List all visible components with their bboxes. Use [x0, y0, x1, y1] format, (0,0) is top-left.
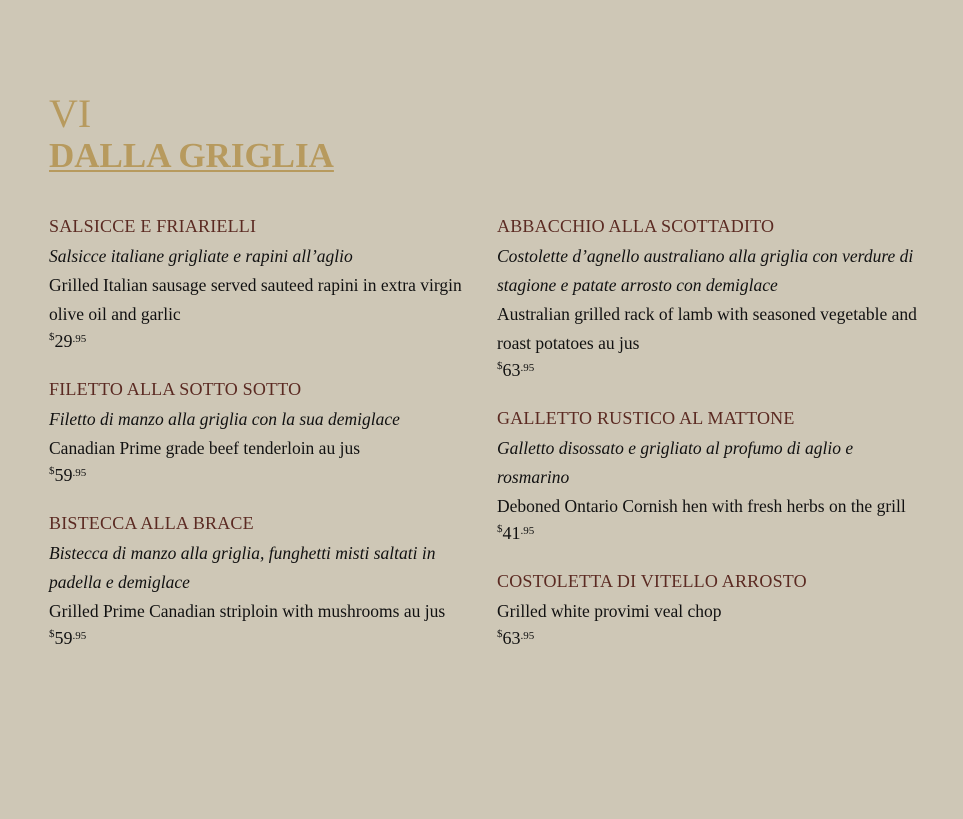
- price-currency-symbol: $: [49, 628, 55, 640]
- menu-item-name: ABBACCHIO ALLA SCOTTADITO: [497, 216, 775, 236]
- price-dollars: 59: [54, 628, 73, 648]
- menu-item-galletto: [497, 406, 917, 544]
- menu-item-name: FILETTO ALLA SOTTO SOTTO: [49, 379, 302, 399]
- menu-item-english-description: Grilled Prime Canadian striploin with mushrooms au jus: [49, 601, 446, 621]
- menu-item-bistecca: [49, 511, 474, 649]
- menu-item-italian-description: Filetto di manzo alla griglia con la sua demiglace: [49, 409, 400, 429]
- menu-item-price: [49, 623, 474, 649]
- menu-item-salsicce: [49, 214, 474, 352]
- menu-item-english-description: Australian grilled rack of lamb with seasoned vegetable and roast potatoes au jus: [497, 304, 917, 353]
- menu-item-english-description: Canadian Prime grade beef tenderloin au jus: [49, 438, 361, 458]
- menu-item-name: COSTOLETTA DI VITELLO ARROSTO: [497, 571, 807, 591]
- price-cents: .95: [520, 525, 535, 537]
- menu-item-italian-description: Costolette d’agnello australiano alla griglia con verdure di stagione e patate arrosto con demiglace: [497, 246, 914, 295]
- price-currency-symbol: $: [497, 523, 503, 535]
- section-title: DALLA GRIGLIA: [49, 136, 334, 175]
- menu-item-english-description: Grilled Italian sausage served sauteed rapini in extra virgin olive oil and garlic: [49, 275, 462, 324]
- menu-item-name: SALSICCE E FRIARIELLI: [49, 216, 257, 236]
- menu-item-english-description: Deboned Ontario Cornish hen with fresh herbs on the grill: [497, 496, 906, 516]
- price-cents: .95: [72, 630, 87, 642]
- price-currency-symbol: $: [497, 360, 503, 372]
- menu-item-name: BISTECCA ALLA BRACE: [49, 513, 254, 533]
- menu-item-italian-description: Bistecca di manzo alla griglia, funghetti misti saltati in padella e demiglace: [49, 543, 436, 592]
- price-cents: .95: [520, 630, 535, 642]
- price-dollars: 41: [502, 523, 521, 543]
- price-dollars: 63: [502, 628, 521, 648]
- section-header: [49, 93, 334, 176]
- price-dollars: 63: [502, 360, 521, 380]
- right-menu-column: [497, 214, 917, 674]
- menu-item-costoletta: [497, 569, 917, 649]
- price-currency-symbol: $: [49, 331, 55, 343]
- menu-item-abbacchio: [497, 214, 917, 381]
- section-number: VI: [49, 91, 92, 136]
- menu-item-price: [497, 355, 917, 381]
- price-currency-symbol: $: [497, 628, 503, 640]
- price-cents: .95: [72, 333, 87, 345]
- left-menu-column: [49, 214, 474, 674]
- price-cents: .95: [72, 467, 87, 479]
- price-dollars: 59: [54, 465, 73, 485]
- menu-item-price: [497, 518, 917, 544]
- menu-item-name: GALLETTO RUSTICO AL MATTONE: [497, 408, 795, 428]
- menu-item-price: [497, 623, 917, 649]
- price-dollars: 29: [54, 331, 73, 351]
- menu-item-english-description: Grilled white provimi veal chop: [497, 601, 722, 621]
- menu-item-italian-description: Salsicce italiane grigliate e rapini all’aglio: [49, 246, 353, 266]
- price-currency-symbol: $: [49, 465, 55, 477]
- menu-item-italian-description: Galletto disossato e grigliato al profumo di aglio e rosmarino: [497, 438, 854, 487]
- menu-item-price: [49, 326, 474, 352]
- price-cents: .95: [520, 362, 535, 374]
- menu-item-price: [49, 460, 474, 486]
- menu-item-filetto: [49, 377, 474, 486]
